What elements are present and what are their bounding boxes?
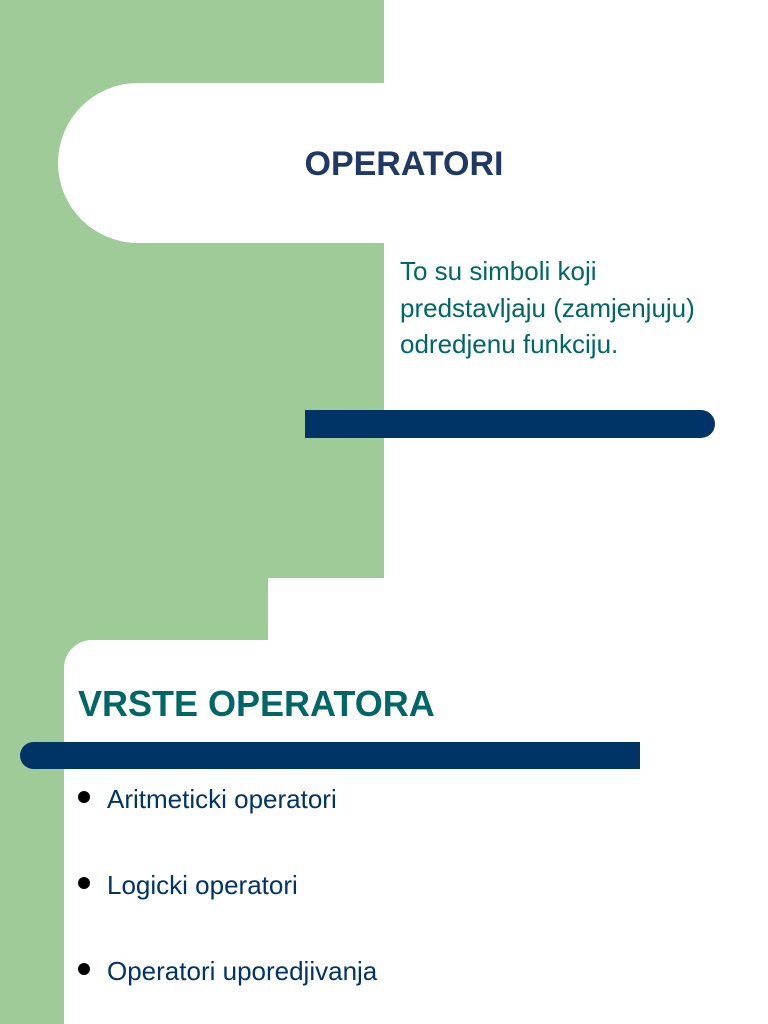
bullet-text: Operatori uporedjivanja: [107, 956, 378, 986]
slide1-accent-bar: [305, 410, 715, 438]
bullet-text: Logicki operatori: [107, 870, 298, 900]
bullet-dot-icon: [78, 963, 90, 975]
slide2-white-top: [268, 578, 768, 640]
bullet-text: Aritmeticki operatori: [107, 784, 337, 814]
slide2-title: VRSTE OPERATORA: [78, 683, 435, 724]
slide1-title: OPERATORI: [304, 145, 504, 183]
bullet-dot-icon: [78, 877, 90, 889]
bullet-dot-icon: [78, 791, 90, 803]
slide2-green-strip: [0, 578, 64, 1024]
slide2-accent-bar: [20, 742, 640, 769]
bullet-item: [78, 955, 377, 987]
bullet-item: [78, 869, 298, 901]
slide1-body-text: To su simboli koji predstavljaju (zamjenjuju) odredjenu funkciju.: [400, 256, 695, 359]
bullet-item: [78, 783, 337, 815]
